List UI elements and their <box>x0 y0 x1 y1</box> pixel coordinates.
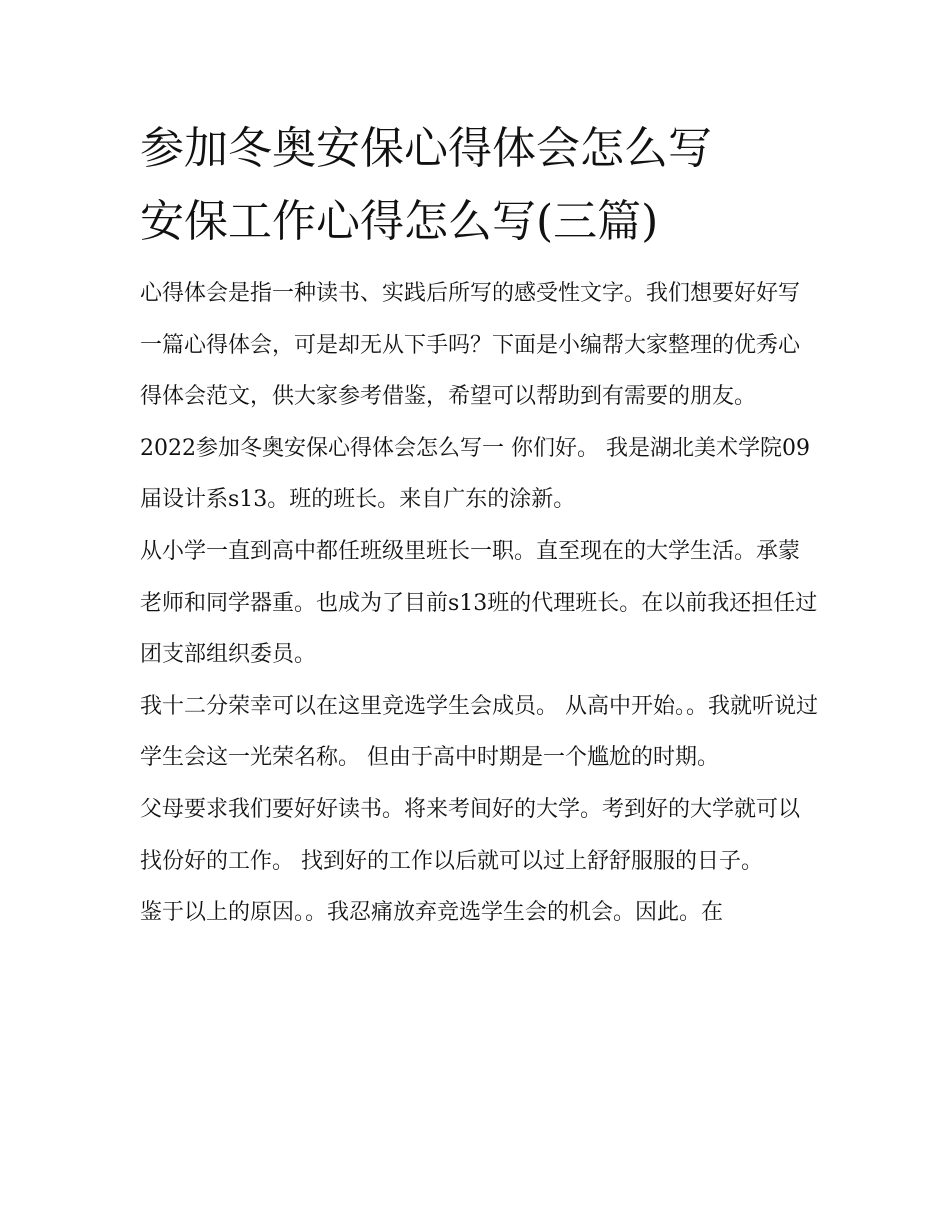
title-line-1: 参加冬奥安保心得体会怎么写 <box>140 123 712 174</box>
paragraph-2: 2022参加冬奥安保心得体会怎么写一 你们好。 我是湖北美术学院09届设计系s13。班的班长。来自广东的涂新。 <box>140 435 810 513</box>
document-content <box>140 112 820 939</box>
paragraph-4: 我十二分荣幸可以在这里竞选学生会成员。 从高中开始。。我就听说过学生会这一光荣名称。 但由于高中时期是一个尴尬的时期。 <box>140 693 818 771</box>
paragraph-3: 从小学一直到高中都任班级里班长一职。直至现在的大学生活。承蒙老师和同学器重。也成为了目前s13班的代理班长。在以前我还担任过团支部组织委员。 <box>140 538 818 668</box>
paragraph-5: 父母要求我们要好好读书。将来考间好的大学。考到好的大学就可以找份好的工作。 找到好的工作以后就可以过上舒舒服服的日子。 <box>140 796 801 874</box>
paragraph-intro: 心得体会是指一种读书、实践后所写的感受性文字。我们想要好好写一篇心得体会，可是却无从下手吗？下面是小编帮大家整理的优秀心得体会范文，供大家参考借鉴，希望可以帮助到有需要的朋友。 <box>140 281 801 410</box>
paragraph-6: 鉴于以上的原因。。我忍痛放弃竞选学生会的机会。因此。在 <box>140 900 724 926</box>
body-text <box>140 268 820 939</box>
page-title <box>140 112 820 258</box>
title-line-2: 安保工作心得怎么写(三篇) <box>140 196 659 247</box>
